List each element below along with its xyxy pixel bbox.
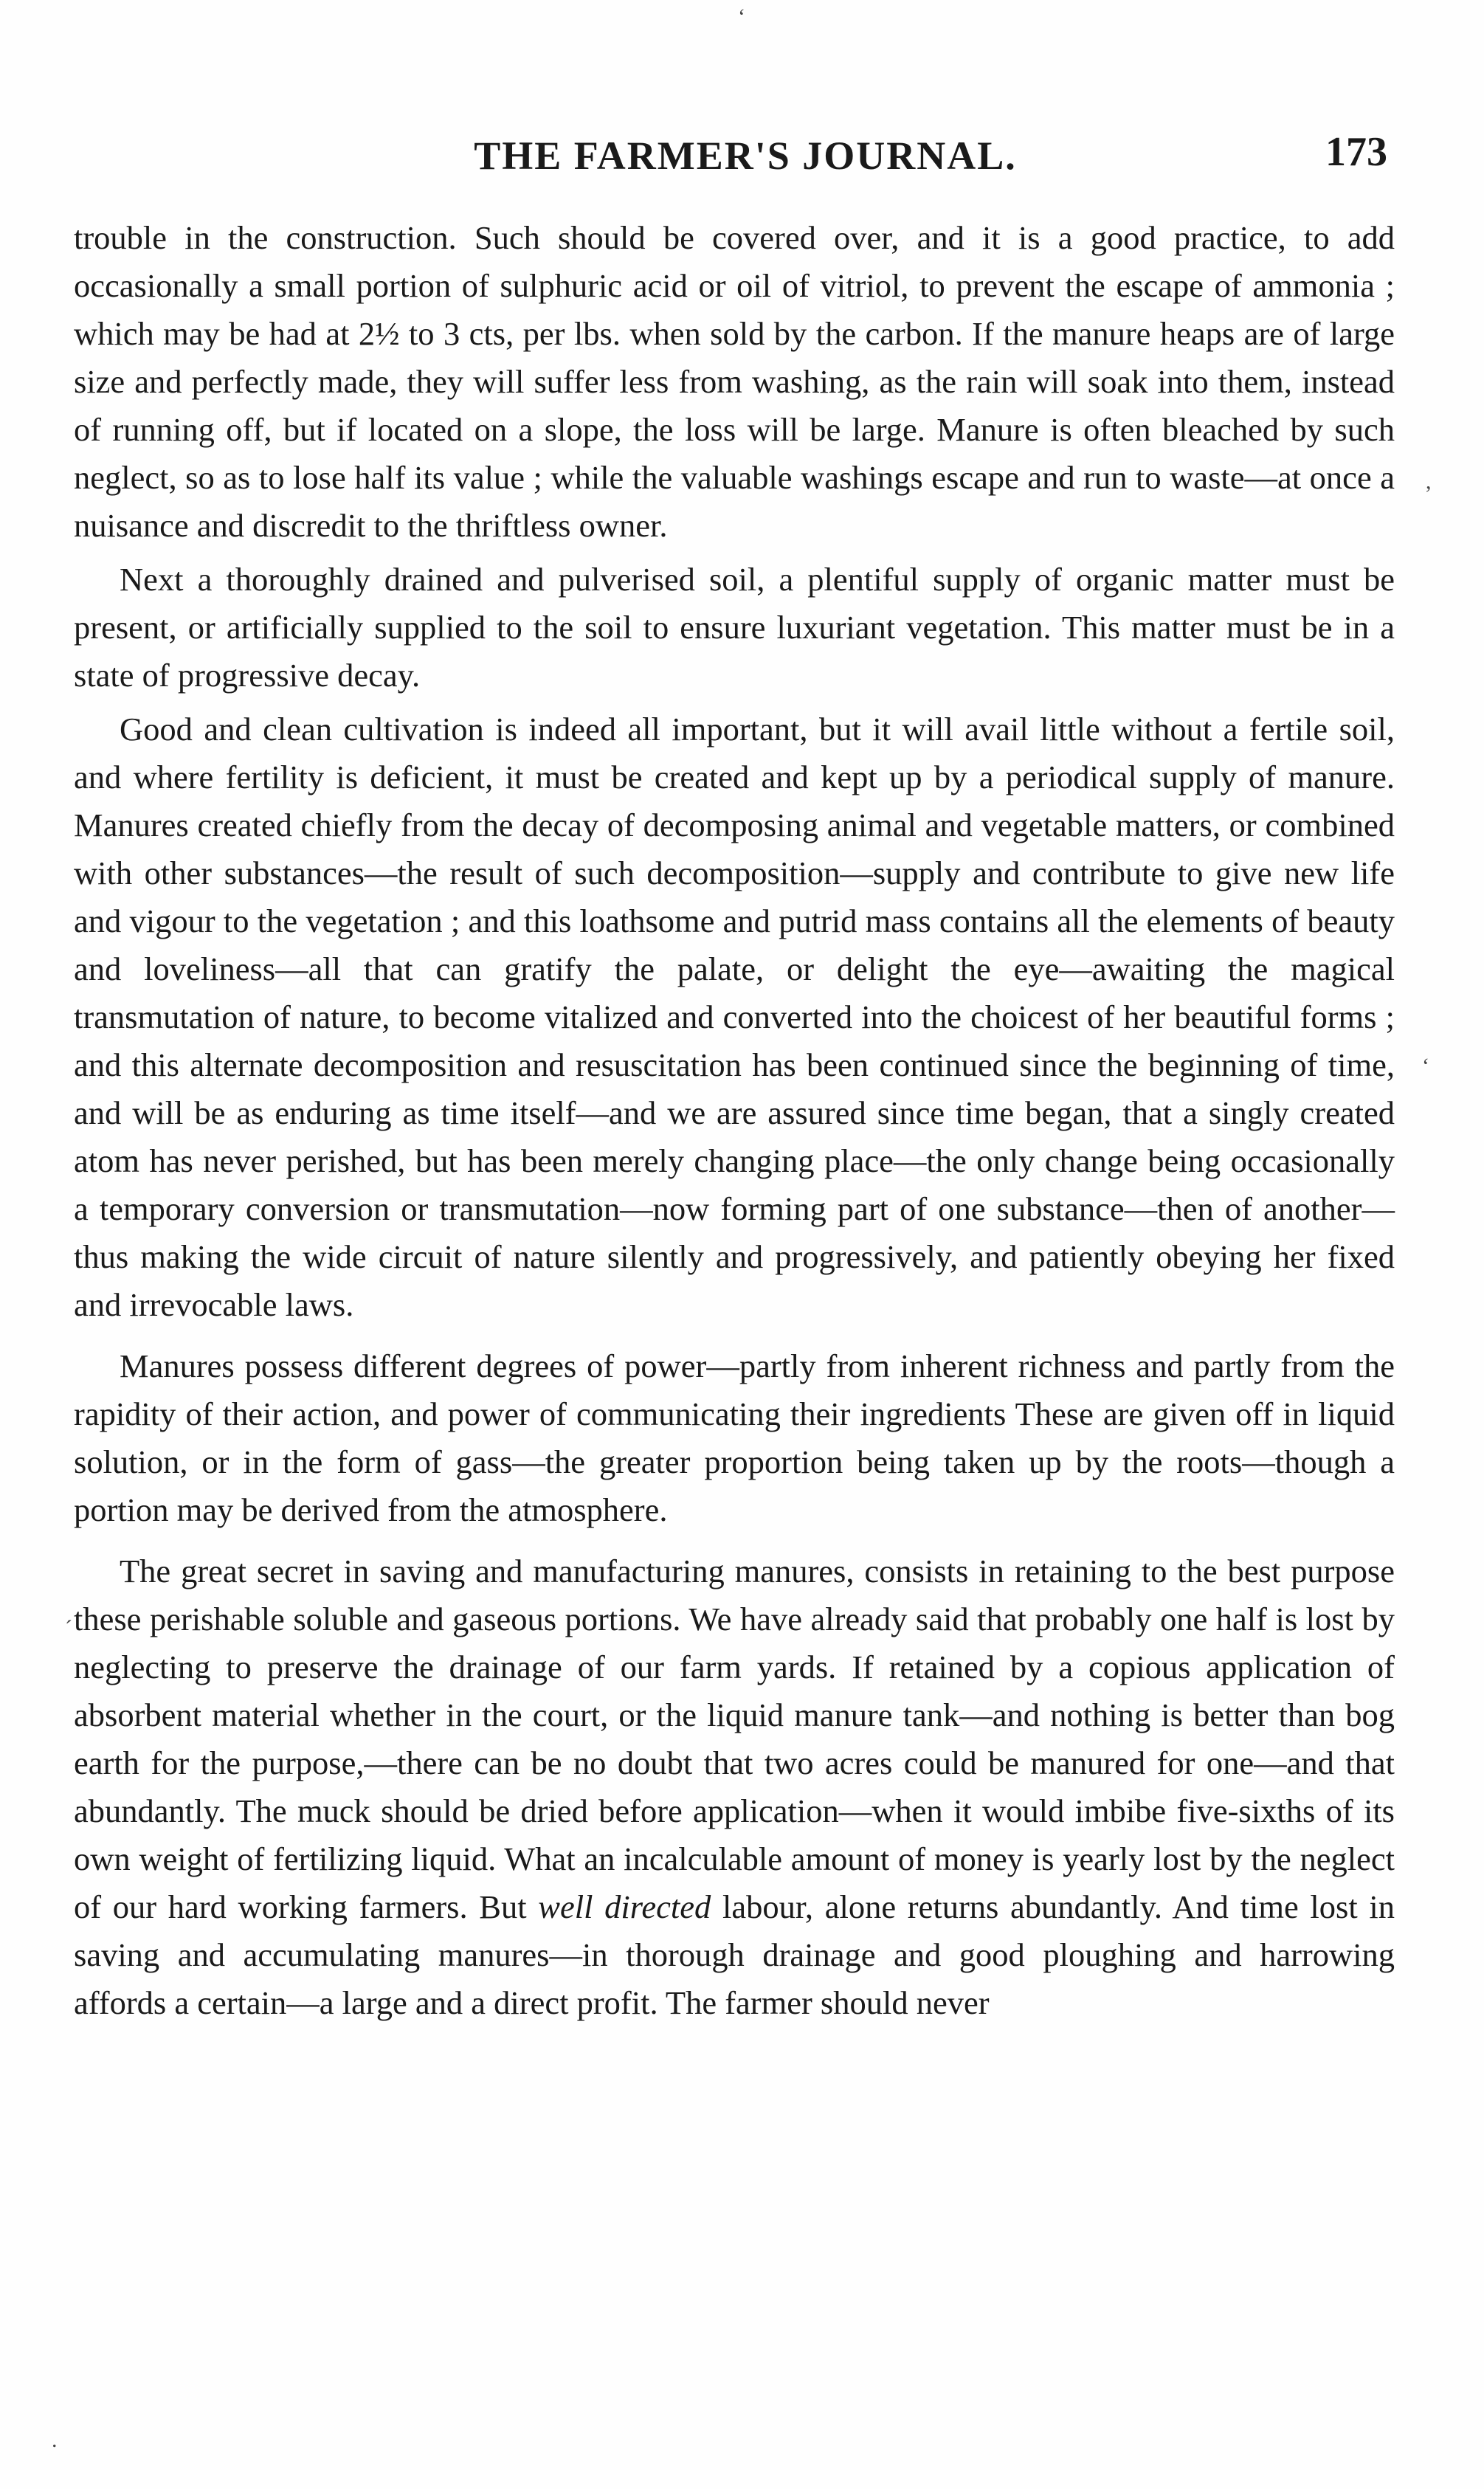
paragraph: Manures possess different degrees of power—partly from inherent richness and partly from the rapidity of their action, and power of communicating their ingredients These are given off in liquid solution, or in the form of gass—the greater proportion being taken up by the roots—though a portion may be derived from the atmosphere. — [74, 1347, 1395, 1528]
paragraph — [74, 1547, 1395, 2027]
paragraph: Good and clean cultivation is indeed all important, but it will avail little without a fertile soil, and where fertility is deficient, it must be created and kept up by a periodical supply of manure. Manures created chiefly from the decay of decomposing animal and vegetable matters, or combined with other substances—the result of such decomposition—supply and contribute to give new life and vigour to the vegetation ; and this loathsome and putrid mass contains all the elements of beauty and loveliness—all that can gratify the palate, or delight the eye—awaiting the magical transmutation of nature, to become vitalized and converted into the choicest of her beautiful forms ; and this alternate decomposition and resuscitation has been continued since the beginning of time, and will be as enduring as time itself—and we are assured since time began, that a singly created atom has never perished, but has been merely changing place—the only change being occasionally a temporary conversion or transmutation—now forming part of one substance—then of another—thus making the wide circuit of nature silently and progressively, and patiently obeying her fixed and irrevocable laws. — [74, 711, 1395, 1323]
page-number: 173 — [1325, 129, 1387, 175]
ink-speck: ʻ — [738, 4, 745, 29]
paragraph: Next a thoroughly drained and pulverised soil, a plentiful supply of organic matter must be present, or artificially supplied to the soil to ensure luxuriant vegetation. This matter must be in a state of progressive decay. — [74, 561, 1395, 694]
ink-speck: . — [52, 2428, 58, 2452]
ink-speck: ˊ — [65, 1616, 72, 1640]
ink-speck: , — [1426, 469, 1432, 494]
article-body — [74, 214, 1395, 2027]
paragraph-text: labour, alone returns abundantly. And time lost in saving and accumulating manures—in thorough drainage and good ploughing and harrowing affords a certain—a large and a direct profit. The farmer should never — [74, 1888, 1395, 2021]
italic-phrase: well directed — [538, 1888, 711, 1925]
ink-speck: ʻ — [1422, 1054, 1429, 1078]
paragraph-continuation: trouble in the construction. Such should be covered over, and it is a good practice, to add occasionally a small portion of sulphuric acid or oil of vitriol, to prevent the escape of ammonia ; which may be had at 2½ to 3 cts, per lbs. when sold by the carbon. If the manure heaps are of large size and perfectly made, they will suffer less from washing, as the rain will soak into them, instead of running off, but if located on a slope, the loss will be large. Manure is often bleached by such neglect, so as to lose half its value ; while the valuable washings escape and run to waste—at once a nuisance and discredit to the thriftless owner. — [74, 219, 1395, 544]
paragraph-text: The great secret in saving and manufacturing manures, consists in retaining to the best purpose these perishable soluble and gaseous portions. We have already said that probably one half is lost by neglecting to preserve the drainage of our farm yards. If retained by a copious application of absorbent material whether in the court, or the liquid manure tank—and nothing is better than bog earth for the purpose,—there can be no doubt that two acres could be manured for one—and that abundantly. The muck should be dried before application—when it would imbibe five-sixths of its own weight of fertilizing liquid. What an incalculable amount of money is yearly lost by the neglect of our hard working farmers. But — [74, 1553, 1395, 1925]
running-head — [89, 129, 1402, 192]
running-title: THE FARMER'S JOURNAL. — [474, 134, 1017, 178]
